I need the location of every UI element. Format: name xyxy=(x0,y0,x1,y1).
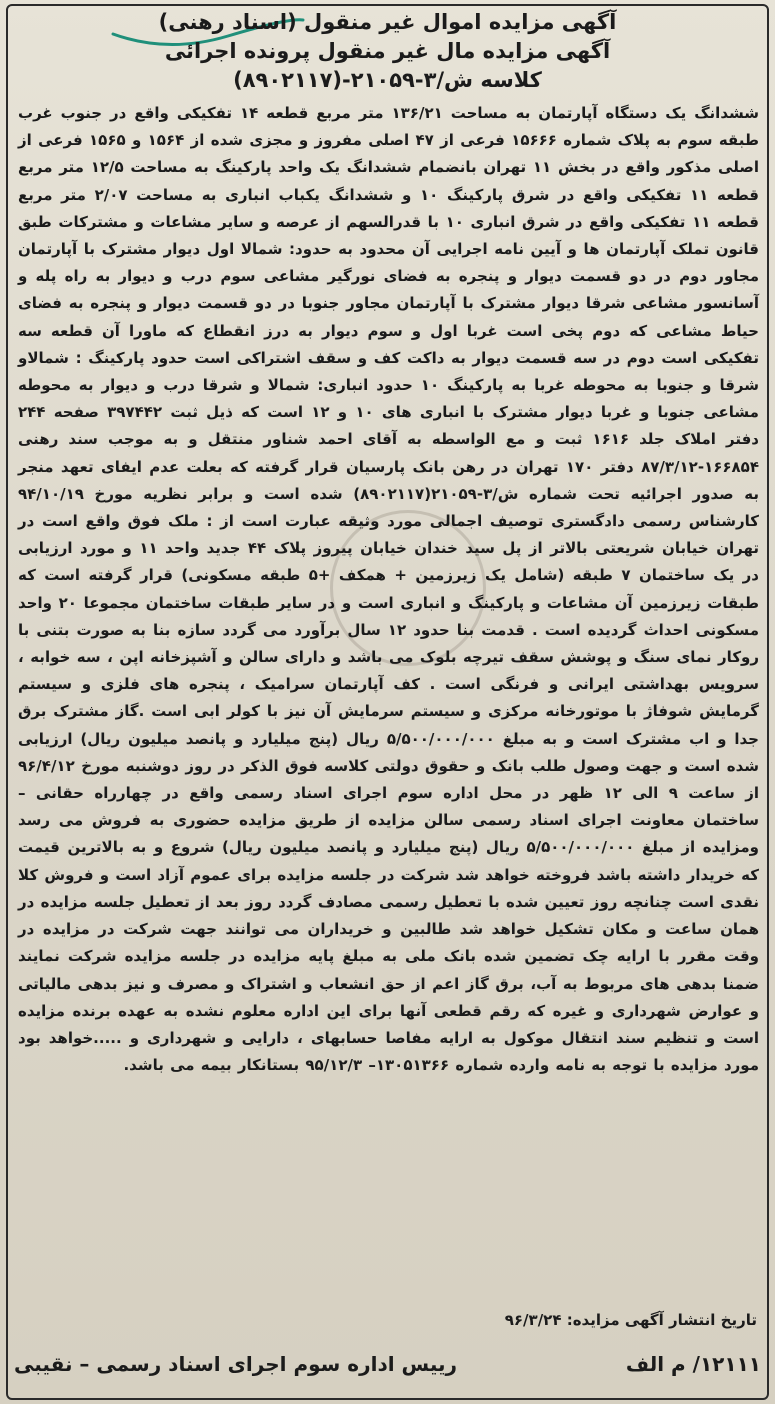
publication-date: تاریخ انتشار آگهی مزایده: ۹۶/۳/۲۴ xyxy=(504,1311,757,1329)
signature-line: رییس اداره سوم اجرای اسناد رسمی – نقیبی xyxy=(14,1352,458,1376)
notice-body-text: ششدانگ یک دستگاه آپارتمان به مساحت ۱۳۶/۲۱ متر مربع قطعه ۱۴ تفکیکی واقع در جنوب غرب طبقه سوم به پلاک شماره ۱۵۶۶۶ فرعی از ۴۷ اصلی مفروز و مجزی شده از ۱۵۶۴ و ۱۵۶۵ فرعی از اصلی مذکور واقع در بخش ۱۱ تهران بانضمام ششدانگ یک واحد پارکینگ به مساحت ۱۲/۵ متر مربع قطعه ۱۱ تفکیکی واقع در شرق پارکینگ ۱۰ و ششدانگ یکباب انباری به مساحت ۲/۰۷ متر مربع قطعه ۱۱ تفکیکی واقع در شرق انباری ۱۰ با قدرالسهم از عرصه و سایر مشاعات و مشترکات طبق قانون تملک آپارتمان ها و آیین نامه اجرایی آن محدود به حدود: شمالا اول دیوار مشترک با آپارتمان مجاور دوم در دو قسمت دیوار و پنجره به فضای نورگیر مشاعی سوم درب و دیوار به راه پله و آسانسور مشاعی شرقا دیوار مشترک با آپارتمان مجاور جنوبا در دو قسمت دیوار و پنجره به فضای حیاط مشاعی که دوم پخی است غربا اول و سوم دیوار به درز انقطاع که ماورا آن قطعه سه تفکیکی است دوم در سه قسمت دیوار به داکت کف و سقف اشتراکی است حدود پارکینگ : شمالاو شرقا و جنوبا به محوطه غربا به پارکینگ ۱۰ حدود انباری: شمالا و شرقا درب و دیوار به محوطه مشاعی جنوبا و غربا دیوار مشترک با انباری های ۱۰ و ۱۲ است که ذیل ثبت ۳۹۷۴۴۲ صفحه ۲۴۴ دفتر املاک جلد ۱۶۱۶ ثبت و مع الواسطه به آقای احمد شناور منتقل و به موجب سند رهنی ۱۶۶۸۵۴-۸۷/۳/۱۲ دفتر ۱۷۰ تهران در رهن بانک پارسیان قرار گرفته که بعلت عدم ایفای تعهد منجر به صدور اجرائیه تحت شماره ش/۳-۲۱۰۵۹(۸۹۰۲۱۱۷) شده است و برابر نظریه مورخ ۹۴/۱۰/۱۹ کارشناس رسمی دادگستری توصیف اجمالی مورد وثیقه عبارت است از : ملک فوق واقع است در تهران خیابان شریعتی بالاتر از پل سید خندان خیابان پیروز پلاک ۴۴ جدید واحد ۱۱ و مورد ارزیابی در یک ساختمان ۷ طبقه (شامل یک زیرزمین + همکف +۵ طبقه مسکونی) قرار گرفته است که طبقات زیرزمین آن مشاعات و پارکینگ و انباری است و در سایر طبقات ساختمان مجموعا ۲۰ واحد مسکونی احداث گردیده است . قدمت بنا حدود ۱۲ سال برآورد می گردد سازه بنا به صورت بتنی با روکار نمای سنگ و پوشش سقف تیرچه بلوک می باشد و دارای سالن و آشپزخانه اپن ، سه خوابه ، سرویس بهداشتی ایرانی و فرنگی است . کف آپارتمان سرامیک ، پنجره های فلزی و سیستم گرمایش شوفاژ با موتورخانه مرکزی و سیستم سرمایش آن نیز با کولر ابی است .گاز مشترک برق جدا و اب مشترک است و به مبلغ ۵/۵۰۰/۰۰۰/۰۰۰ ریال (پنج میلیارد و پانصد میلیون ریال) ارزیابی شده است و جهت وصول طلب بانک و حقوق دولتی کلاسه فوق الذکر در روز دوشنبه مورخ ۹۶/۴/۱۲ از ساعت ۹ الی ۱۲ ظهر در محل اداره سوم اجرای اسناد رسمی واقع در چهارراه حقانی – ساختمان معاونت اجرای اسناد رسمی سالن مزایده از طریق مزایده حضوری به فروش می رسد ومزایده از مبلغ ۵/۵۰۰/۰۰۰/۰۰۰ ریال (پنج میلیارد و پانصد میلیون ریال) شروع و به بالاترین قیمت که خریدار داشته باشد فروخته خواهد شد شرکت در جلسه مزایده برای عموم آزاد است و فروش کلا نقدی است چنانچه روز تعیین شده با تعطیل رسمی مصادف گردد روز بعد از تعطیل جلسه مزایده در همان ساعت و مکان تشکیل خواهد شد طالبین و خریداران می توانند جهت شرکت در مزایده در وقت مقرر با ارایه چک تضمین شده بانک ملی به مبلغ پایه مزایده در جلسه مزایده شرکت نمایند ضمنا بدهی های مربوط به آب، برق گاز اعم از حق انشعاب و اشتراک و مصرف و نیز بدهی مالیاتی و عوارض شهرداری و غیره که رقم قطعی آنها برای این اداره معلوم نشده به عهده برنده مزایده است و تنظیم سند انتقال موکول به ارایه مفاصا حسابهای ، دارایی و شهرداری و .....خواهد بود مورد مزایده با توجه به نامه وارده شماره ۱۳۰۵۱۳۶۶– ۹۵/۱۲/۳ بستانکار بیمه می باشد. xyxy=(18,104,760,1075)
notice-footer xyxy=(14,1344,761,1384)
notice-body xyxy=(18,100,759,1079)
notice-header xyxy=(0,8,775,95)
header-case-number: کلاسه ش/۳-۲۱۰۵۹-(۸۹۰۲۱۱۷) xyxy=(233,68,542,92)
notice-code: ۱۲۱۱۱/ م الف xyxy=(625,1352,761,1376)
header-title-1: آگهی مزایده اموال غیر منقول (اسناد رهنی) xyxy=(158,10,617,34)
header-title-2: آگهی مزایده مال غیر منقول پرونده اجرائی xyxy=(164,39,611,63)
